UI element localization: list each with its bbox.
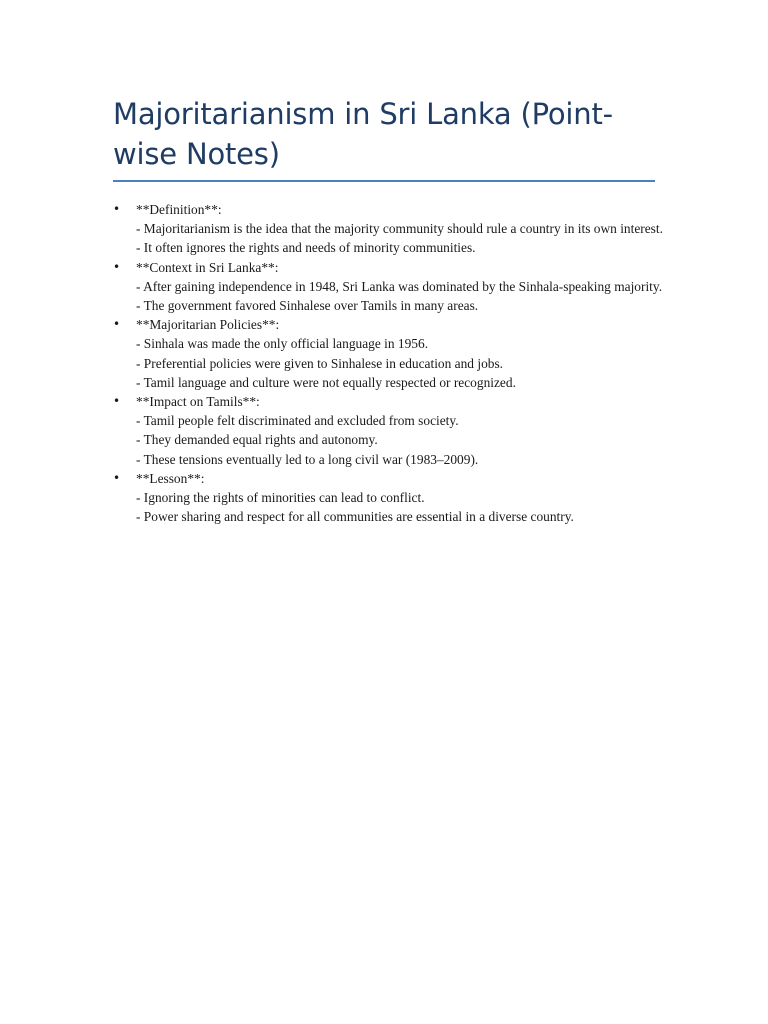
note-line: - Ignoring the rights of minorities can lead to conflict. [136, 490, 425, 506]
note-line: - The government favored Sinhalese over Tamils in many areas. [136, 298, 479, 314]
note-heading: **Impact on Tamils**: [136, 394, 260, 410]
bullet-icon: • [113, 470, 121, 485]
title-underline-rule [113, 180, 655, 182]
note-heading: **Majoritarian Policies**: [136, 317, 280, 333]
note-item-definition [113, 200, 673, 258]
note-line: - Sinhala was made the only official language in 1956. [136, 336, 429, 352]
notes-list [113, 200, 673, 526]
bullet-icon: • [113, 202, 121, 216]
note-heading: **Context in Sri Lanka**: [136, 259, 279, 275]
note-heading: **Lesson**: [136, 470, 205, 486]
note-line: - Majoritarianism is the idea that the majority community should rule a country in its own interest. [136, 221, 663, 237]
note-line: - They demanded equal rights and autonomy. [136, 432, 378, 448]
note-heading: **Definition**: [136, 202, 222, 217]
note-line: - Preferential policies were given to Sinhalese in education and jobs. [136, 355, 504, 371]
bullet-icon: • [113, 317, 121, 332]
note-item-context [113, 258, 673, 316]
document-title: Majoritarianism in Sri Lanka (Point-wise Notes) [113, 97, 613, 171]
note-item-lesson [113, 469, 673, 527]
note-line: - Tamil people felt discriminated and excluded from society. [136, 413, 459, 429]
note-line: - It often ignores the rights and needs of minority communities. [136, 240, 476, 256]
note-item-policies [113, 315, 673, 392]
note-line: - After gaining independence in 1948, Sri Lanka was dominated by the Sinhala-speaking majority. [136, 278, 663, 294]
note-line: - Power sharing and respect for all communities are essential in a diverse country. [136, 509, 574, 525]
note-line: - Tamil language and culture were not equally respected or recognized. [136, 374, 516, 390]
note-item-impact [113, 392, 673, 469]
note-line: - These tensions eventually led to a long civil war (1983–2009). [136, 451, 479, 467]
bullet-icon: • [113, 394, 121, 409]
bullet-icon: • [113, 259, 121, 274]
